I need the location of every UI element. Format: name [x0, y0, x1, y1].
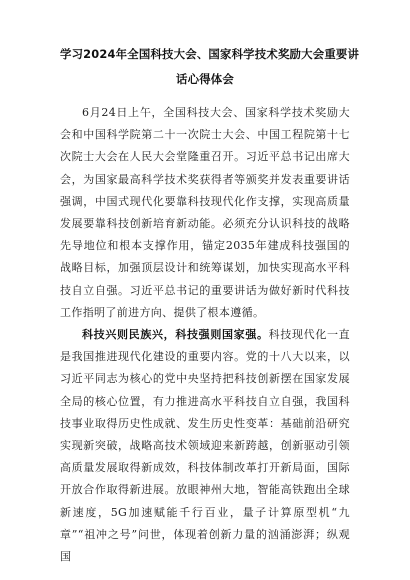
title-line-2: 话心得体会 — [176, 72, 234, 86]
document-title — [60, 42, 360, 92]
document-body — [60, 102, 350, 568]
paragraph-tech-strength — [60, 324, 350, 568]
title-line-1: 学习2024年全国科技大会、国家科学技术奖励大会重要讲 — [60, 47, 360, 61]
paragraph-lead-sentence: 科技兴则民族兴，科技强则国家强。 — [82, 328, 269, 342]
paragraph-intro — [60, 102, 350, 324]
paragraph-tech-strength-text: 科技现代化一直是我国推进现代化建设的重要内容。党的十八大以来，以习近平同志为核心的党中央坚持把科技创新摆在国家发展全局的核心位置，有力推进高水平科技自立自强，我国科技事业取得历史性成就、发生历史性变革：基础前沿研究实现新突破，战略高技术领域迎来新跨越，创新驱动引领高质量发展取得新成效，科技体制改革打开新局面，国际开放合作取得新进展。放眼神州大地，智能高铁跑出全球新速度，5G加速赋能千行百业，量子计算原型机“九章”“祖冲之号”问世，体现着创新力量的汹涌澎湃；纵观国 — [60, 328, 350, 564]
paragraph-intro-text: 6月24日上午，全国科技大会、国家科学技术奖励大会和中国科学院第二十一次院士大会、中国工程院第十七次院士大会在人民大会堂隆重召开。习近平总书记出席大会，为国家最高科学技术奖获得者等颁奖并发表重要讲话强调，中国式现代化要靠科技现代化作支撑，实现高质量发展要靠科技创新培育新动能。必须充分认识科技的战略先导地位和根本支撑作用，锚定2035年建成科技强国的战略目标，加强顶层设计和统筹谋划，加快实现高水平科技自立自强。习近平总书记的重要讲话为做好新时代科技工作指明了前进方向、提供了根本遵循。 — [60, 106, 350, 319]
